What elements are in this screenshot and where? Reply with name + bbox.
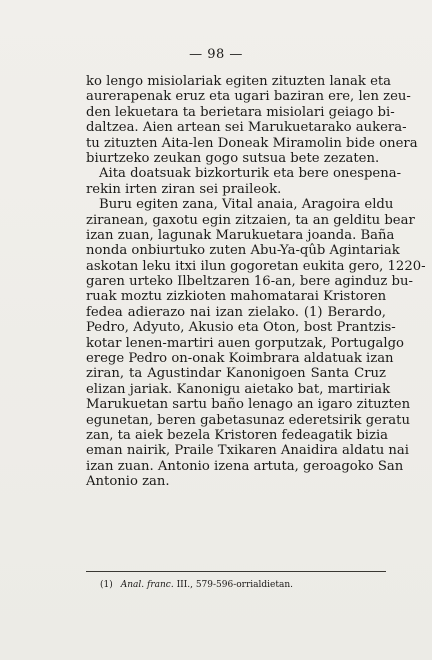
text-line: fedea adierazo nai izan zielako. (1) Berardo, — [86, 304, 386, 320]
text-line: Marukuetan sartu baño lenago an igaro zituzten — [86, 397, 411, 413]
page-number: — 98 — — [189, 47, 243, 62]
text-line: aurerapenak eruz eta ugari baziran ere, len zeu- — [86, 89, 411, 105]
text-line: rekin irten ziran sei praileok. — [86, 181, 282, 197]
text-line: elizan jariak. Kanonigu aietako bat, martiriak — [86, 381, 391, 397]
text-line: Buru egiten zana, Vital anaia, Aragoira eldu — [99, 197, 394, 213]
text-line: daltzea. Aien artean sei Marukuetarako aukera- — [86, 120, 407, 136]
text-line: askotan leku itxi ilun gogoretan eukita gero, 1220- — [86, 258, 426, 274]
footnote-source: Anal. franc. — [120, 580, 174, 590]
text-line: garen urteko Ilbeltzaren 16-an, bere aginduz bu- — [86, 274, 413, 290]
footnote-marker: (1) — [100, 580, 113, 590]
text-line: erege Pedro on-onak Koimbrara aldatuak izan — [86, 351, 394, 367]
text-line: zan, ta aiek bezela Kristoren fedeagatik bizia — [86, 427, 389, 443]
text-line: nonda onbiurtuko zuten Abu-Ya-qûb Agintariak — [86, 243, 400, 259]
text-line: izan zuan. Antonio izena artuta, geroagoko San — [86, 458, 404, 474]
text-line: Pedro, Adyuto, Akusio eta Oton, bost Prantzis- — [86, 320, 396, 336]
text-line: kotar lenen-martiri auen gorputzak, Portugalgo — [86, 335, 404, 351]
text-line: izan zuan, lagunak Marukuetara joanda. Baña — [86, 227, 395, 243]
footnote — [100, 580, 293, 590]
text-line: Aita doatsuak bizkorturik eta bere onespena- — [99, 166, 402, 182]
body-text — [86, 74, 426, 490]
text-line: ziranean, gaxotu egin zitzaien, ta an gelditu bear — [86, 212, 415, 228]
text-line: tu zituzten Aita-len Doneak Miramolin bide onera — [86, 135, 418, 151]
footnote-pages: III., 579-596-orrialdietan. — [173, 580, 294, 590]
text-line: ko lengo misiolariak egiten zituzten lanak eta — [86, 74, 392, 89]
text-line: egunetan, beren gabetasunaz ederetsirik geratu — [86, 412, 410, 428]
text-line: eman nairik, Praile Txikaren Anaidira aldatu nai — [86, 443, 409, 459]
text-line: den lekuetara ta berietara misiolari geiago bi- — [86, 104, 395, 120]
footnote-divider — [86, 571, 386, 572]
text-line: biurtzeko zeukan gogo sutsua bete zezaten. — [86, 150, 380, 166]
text-line: ruak moztu zizkioten mahomatarai Kristoren — [86, 289, 387, 305]
text-line: Antonio zan. — [86, 474, 170, 490]
text-line: ziran, ta Agustindar Kanonigoen Santa Cruz — [86, 366, 386, 382]
